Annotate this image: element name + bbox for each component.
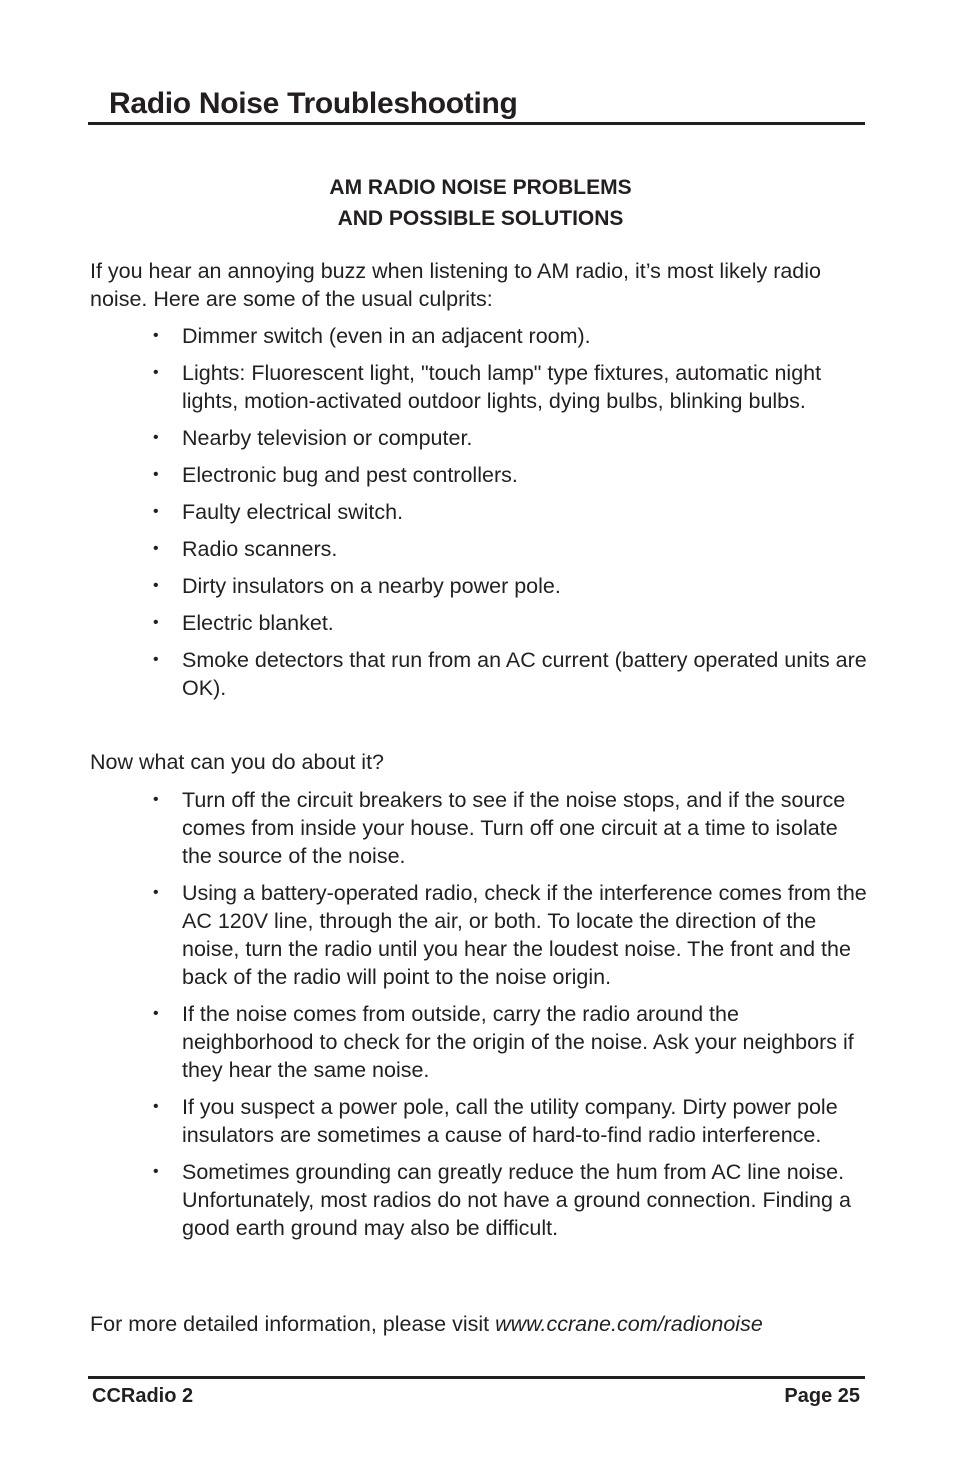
list-item-text: Smoke detectors that run from an AC current (battery operated units are OK). — [182, 648, 867, 700]
list-item-text: Lights: Fluorescent light, "touch lamp" type fixtures, automatic night lights, motion-activated outdoor lights, dying bulbs, blinking bulbs. — [182, 361, 822, 413]
list-item — [0, 424, 872, 452]
list-item — [0, 786, 872, 870]
bullet-icon: • — [153, 540, 159, 557]
culprits-list — [0, 322, 954, 711]
bullet-icon: • — [153, 364, 159, 381]
list-item — [0, 1093, 872, 1149]
list-item — [0, 609, 872, 637]
bullet-icon: • — [153, 791, 159, 808]
more-info-link[interactable]: www.ccrane.com/radionoise — [495, 1312, 763, 1336]
list-item-text: Dirty insulators on a nearby power pole. — [182, 574, 561, 598]
list-item-text: Electronic bug and pest controllers. — [182, 463, 518, 487]
list-item — [0, 879, 872, 991]
solutions-list — [0, 786, 954, 1251]
section-heading-line-2: AND POSSIBLE SOLUTIONS — [337, 207, 624, 230]
list-item-text: Using a battery-operated radio, check if the interference comes from the AC 120V line, through the air, or both. To locate the direction of the noise, turn the radio until you hear the loudest noise. The front and the back of the radio will point to the noise origin. — [182, 881, 867, 989]
footer-product: CCRadio 2 — [92, 1385, 194, 1407]
bullet-icon: • — [153, 614, 159, 631]
bullet-icon: • — [153, 1005, 159, 1022]
bullet-icon: • — [153, 466, 159, 483]
list-item-text: Electric blanket. — [182, 611, 334, 635]
bullet-icon: • — [153, 651, 159, 668]
list-item-text: Turn off the circuit breakers to see if the noise stops, and if the source comes from inside your house. Turn off one circuit at a time to isolate the source of the noise. — [182, 788, 846, 868]
list-item — [0, 1000, 872, 1084]
bullet-icon: • — [153, 1163, 159, 1180]
bullet-icon: • — [153, 327, 159, 344]
more-info-paragraph — [90, 1310, 870, 1338]
bullet-icon: • — [153, 884, 159, 901]
list-item — [0, 1158, 872, 1242]
bullet-icon: • — [153, 429, 159, 446]
footer-rule — [88, 1376, 865, 1379]
section-heading — [88, 172, 873, 234]
list-item — [0, 322, 872, 350]
list-item-text: If you suspect a power pole, call the utility company. Dirty power pole insulators are sometimes a cause of hard-to-find radio interference. — [182, 1095, 838, 1147]
list-item-text: If the noise comes from outside, carry the radio around the neighborhood to check for the origin of the noise. Ask your neighbors if they hear the same noise. — [182, 1002, 854, 1082]
list-item — [0, 359, 872, 415]
list-item-text: Radio scanners. — [182, 537, 338, 561]
section-heading-line-1: AM RADIO NOISE PROBLEMS — [329, 176, 632, 199]
list-item — [0, 572, 872, 600]
list-item-text: Dimmer switch (even in an adjacent room). — [182, 324, 591, 348]
bullet-icon: • — [153, 1098, 159, 1115]
question-paragraph: Now what can you do about it? — [90, 750, 385, 774]
list-item-text: Faulty electrical switch. — [182, 500, 404, 524]
bullet-icon: • — [153, 577, 159, 594]
intro-paragraph: If you hear an annoying buzz when listening to AM radio, it’s most likely radio noise. Here are some of the usual culprits: — [90, 259, 821, 311]
more-info-text: For more detailed information, please visit — [90, 1312, 496, 1336]
footer-page-number: Page 25 — [784, 1385, 860, 1407]
header-rule — [88, 122, 865, 125]
list-item-text: Nearby television or computer. — [182, 426, 473, 450]
bullet-icon: • — [153, 503, 159, 520]
page-title: Radio Noise Troubleshooting — [109, 87, 518, 120]
list-item — [0, 535, 872, 563]
list-item — [0, 461, 872, 489]
list-item — [0, 498, 872, 526]
list-item-text: Sometimes grounding can greatly reduce the hum from AC line noise. Unfortunately, most radios do not have a ground connection. Finding a good earth ground may also be difficult. — [182, 1160, 851, 1240]
list-item — [0, 646, 872, 702]
